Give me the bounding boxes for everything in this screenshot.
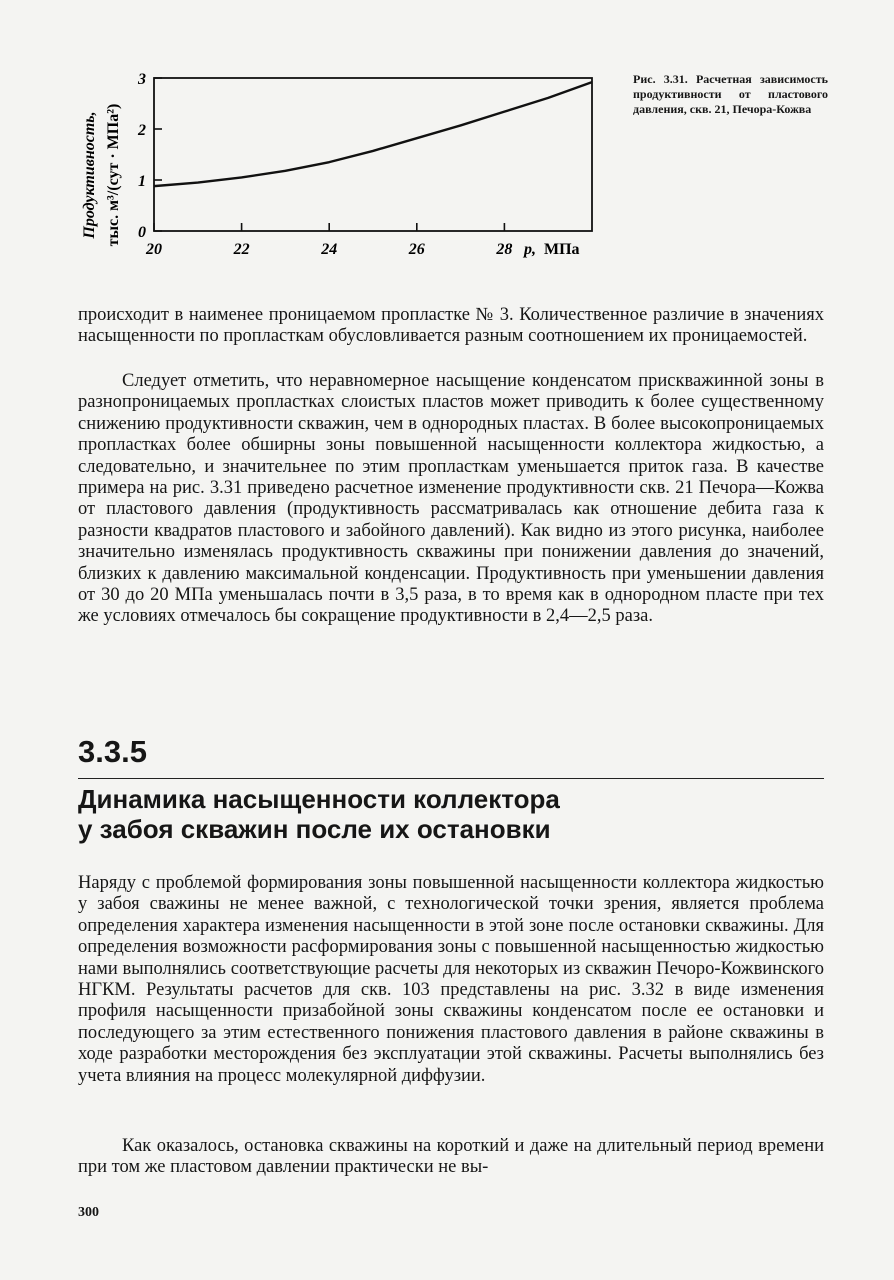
section-title xyxy=(78,784,824,844)
section-title-line2: у забоя скважин после их остановки xyxy=(78,814,551,844)
paragraph-3: Наряду с проблемой формирования зоны повышенной насыщенности коллектора жидкостью у забоя сважины не менее важной, с технологической точки зрения, является проблема определения характера изменения насыщенности в этой зоне после остановки скважины. Для определения возможности расформирования зоны с повышенной насыщенностью жидкостью нами выполнялись соответствующие расчеты для некоторых из скважин Печоро-Кожвинского НГКМ. Результаты расчетов для скв. 103 представлены на рис. 3.32 в виде изменения профиля насыщенности призабойной зоны скважины конденсатом после ее остановки и последующего за этим естественного понижения пластового давления в районе скважины в ходе разработки месторождения без эксплуатации этой скважины. Расчеты выполнялись без учета влияния на процесс молекулярной диффузии. xyxy=(78,873,824,1086)
series-line-0 xyxy=(154,82,592,186)
paragraph-1: происходит в наименее проницаемом пропластке № 3. Количественное различие в значениях насыщенности по пропласткам обусловливается разным соотношением их проницаемостей. xyxy=(78,305,824,347)
section-divider xyxy=(78,778,824,779)
chart-frame xyxy=(154,78,592,231)
y-axis-label-line2: тыс. м³/(сут · МПа²) xyxy=(105,103,122,247)
productivity-chart xyxy=(70,60,630,270)
x-tick-label-20: 20 xyxy=(146,241,162,258)
figure-3-31 xyxy=(70,60,830,270)
x-tick-label-28: 28 xyxy=(496,241,513,258)
chart-series xyxy=(154,82,592,186)
section-title-line1: Динамика насыщенности коллектора xyxy=(78,784,560,814)
y-tick-label-1: 1 xyxy=(138,173,146,190)
chart-tick-labels xyxy=(137,71,512,258)
y-tick-label-0: 0 xyxy=(138,224,146,241)
y-tick-label-2: 2 xyxy=(138,122,146,139)
page-number: 300 xyxy=(78,1205,99,1220)
y-tick-label-3: 3 xyxy=(138,71,146,88)
x-axis-label-unit: МПа xyxy=(544,241,580,258)
chart-ticks xyxy=(154,78,504,231)
figure-caption: Рис. 3.31. Расчетная зависимость продуктивности от пластового давления, скв. 21, Печора-Кожва xyxy=(633,72,828,116)
plot-frame xyxy=(154,78,592,231)
x-tick-label-24: 24 xyxy=(321,241,338,258)
x-tick-label-26: 26 xyxy=(408,241,425,258)
paragraph-2: Следует отметить, что неравномерное насыщение конденсатом прискважинной зоны в разнопроницаемых пропластках слоистых пластов может приводить к более существенному снижению продуктивности скважин, чем в однородных пластах. В более высокопроницаемых пропластках более обширны зоны повышенной насыщенности коллектора жидкостью, а следовательно, и значительнее по этим пропласткам уменьшается приток газа. В качестве примера на рис. 3.31 приведено расчетное изменение продуктивности скв. 21 Печора—Кожва от пластового давления (продуктивность рассматривалась как отношение дебита газа к разности квадратов пластового и забойного давлений). Как видно из этого рисунка, наиболее значительно изменялась продуктивность скважины при понижении давления до значений, близких к давлению максимальной конденсации. Продуктивность при уменьшении давления от 30 до 20 МПа уменьшалась почти в 3,5 раза, в то время как в однородном пласте при тех же условиях отмечалось бы сокращение продуктивности в 2,4—2,5 раза. xyxy=(78,371,824,627)
section-number: 3.3.5 xyxy=(78,734,147,769)
x-tick-label-22: 22 xyxy=(233,241,250,258)
x-axis-label-var: p, xyxy=(524,241,536,258)
y-axis-label-line1: Продуктивность, xyxy=(81,111,98,239)
paragraph-4: Как оказалось, остановка скважины на короткий и даже на длительный период времени при том же пластовом давлении практически не вы- xyxy=(78,1136,824,1178)
y-axis-label xyxy=(81,104,122,247)
